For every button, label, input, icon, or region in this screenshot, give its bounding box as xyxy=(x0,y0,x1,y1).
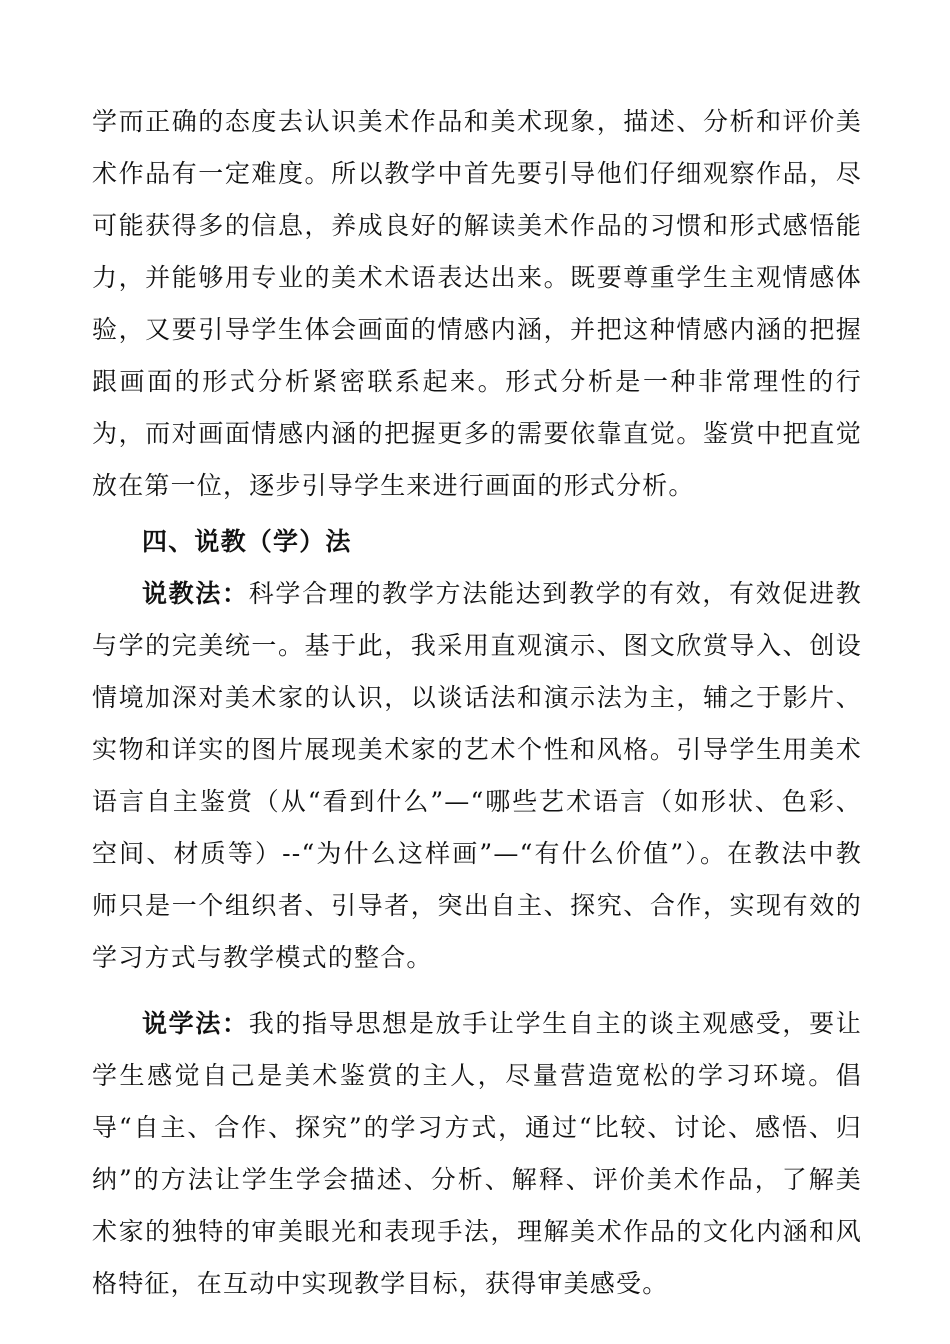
teaching-method-text: 科学合理的教学方法能达到教学的有效，有效促进教与学的完美统一。基于此，我采用直观演示、图文欣赏导入、创设情境加深对美术家的认识，以谈话法和演示法为主，辅之于影片、实物和详实的图片展现美术家的艺术个性和风格。引导学生用美术语言自主鉴赏（从“看到什么”—“哪些艺术语言（如形状、色彩、空间、材质等）--“为什么这样画”—“有什么价值”）。在教法中教师只是一个组织者、引导者，突出自主、探究、合作，实现有效的学习方式与教学模式的整合。 xyxy=(92,579,862,972)
learning-method-label: 说学法： xyxy=(142,1009,249,1038)
teaching-method-label: 说教法： xyxy=(142,579,249,608)
learning-method-paragraph xyxy=(92,998,862,1310)
teaching-method-paragraph xyxy=(92,568,862,984)
section-heading: 四、说教（学）法 xyxy=(142,527,352,556)
document-body xyxy=(92,96,862,1310)
learning-method-text: 我的指导思想是放手让学生自主的谈主观感受，要让学生感觉自己是美术鉴赏的主人，尽量营造宽松的学习环境。倡导“自主、合作、探究”的学习方式，通过“比较、讨论、感悟、归纳”的方法让学生学会描述、分析、解释、评价美术作品，了解美术家的独特的审美眼光和表现手法，理解美术作品的文化内涵和风格特征，在互动中实现教学目标，获得审美感受。 xyxy=(92,1009,862,1298)
continuation-paragraph: 学而正确的态度去认识美术作品和美术现象，描述、分析和评价美术作品有一定难度。所以教学中首先要引导他们仔细观察作品，尽可能获得多的信息，养成良好的解读美术作品的习惯和形式感悟能力，并能够用专业的美术术语表达出来。既要尊重学生主观情感体验，又要引导学生体会画面的情感内涵，并把这种情感内涵的把握跟画面的形式分析紧密联系起来。形式分析是一种非常理性的行为，而对画面情感内涵的把握更多的需要依靠直觉。鉴赏中把直觉放在第一位，逐步引导学生来进行画面的形式分析。 xyxy=(92,107,862,500)
